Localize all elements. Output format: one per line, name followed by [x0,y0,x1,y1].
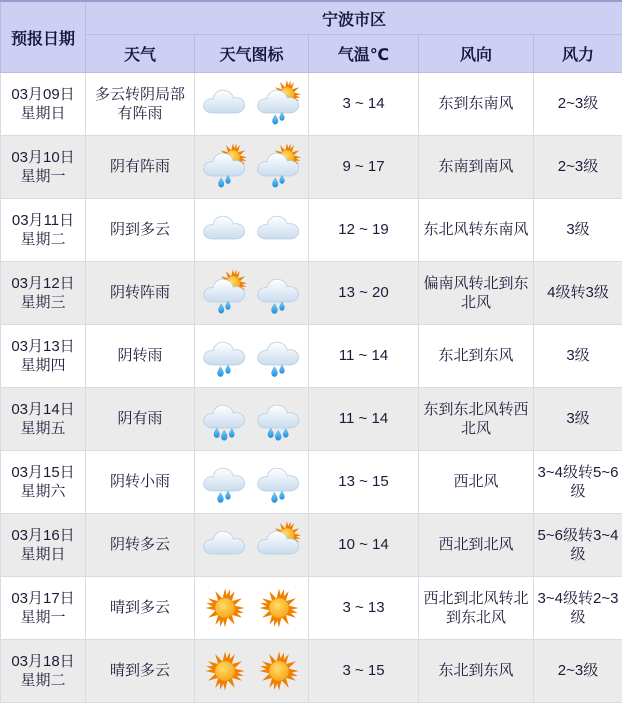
forecast-row [1,514,622,577]
temperature-text: 3 ~ 14 [342,95,384,112]
weather-icons-box [198,209,305,251]
date-text: 03月13日 [4,337,82,357]
wind-direction-text: 东到东南风 [438,95,513,112]
temperature-cell [309,73,419,136]
wind-force-cell [534,577,622,640]
column-header-date: 预报日期 [1,1,86,73]
cloud-icon [255,209,303,251]
temperature-text: 3 ~ 13 [342,599,384,616]
cloud-sun-rain-icon [255,146,303,188]
date-cell [1,136,86,199]
cloud-rain-icon [255,272,303,314]
wind-direction-text: 东北到东风 [438,662,513,679]
sun-icon [255,587,303,629]
column-header-wind-force: 风力 [534,35,622,73]
cloud-heavy-rain-icon [201,398,249,440]
sun-icon [201,650,249,692]
weather-text: 阴有阵雨 [110,158,170,175]
forecast-row [1,262,622,325]
weather-text: 晴到多云 [110,662,170,679]
weather-cell [86,514,195,577]
forecast-row [1,577,622,640]
weather-icons-cell [195,514,309,577]
cloud-icon [201,209,249,251]
weekday-text: 星期四 [4,356,82,376]
wind-force-cell [534,262,622,325]
weather-cell [86,73,195,136]
columns-header-row [1,35,622,73]
weather-cell [86,451,195,514]
column-header-temperature: 气温℃ [309,35,419,73]
weather-cell [86,136,195,199]
weather-icons-cell [195,388,309,451]
date-text: 03月18日 [4,652,82,672]
weather-cell [86,577,195,640]
weather-cell [86,388,195,451]
table-header [1,1,622,73]
weather-icons-box [198,272,305,314]
weather-icons-cell [195,640,309,703]
wind-direction-text: 东到东北风转西北风 [423,401,528,438]
wind-force-text: 2~3级 [558,95,598,112]
temperature-text: 11 ~ 14 [339,347,388,364]
wind-direction-text: 偏南风转北到东北风 [423,275,528,312]
date-text: 03月11日 [4,211,82,231]
wind-direction-text: 西北到北风 [438,536,513,553]
weekday-text: 星期二 [4,671,82,691]
temperature-text: 13 ~ 15 [338,473,388,490]
temperature-cell [309,136,419,199]
sun-icon [255,650,303,692]
cloud-sun-icon [255,524,303,566]
cloud-rain-icon [201,461,249,503]
temperature-cell [309,577,419,640]
wind-force-text: 3级 [566,347,589,364]
weather-icons-cell [195,199,309,262]
temperature-cell [309,262,419,325]
wind-force-text: 2~3级 [558,662,598,679]
forecast-row [1,451,622,514]
date-text: 03月12日 [4,274,82,294]
wind-direction-text: 西北到北风转北到东北风 [423,590,528,627]
wind-direction-cell [419,514,534,577]
weather-text: 阴转雨 [117,347,162,364]
cloud-rain-icon [255,461,303,503]
date-text: 03月10日 [4,148,82,168]
weather-icons-cell [195,577,309,640]
wind-direction-cell [419,262,534,325]
date-cell [1,199,86,262]
wind-direction-cell [419,451,534,514]
sun-icon [201,587,249,629]
wind-force-cell [534,199,622,262]
weather-icons-cell [195,136,309,199]
temperature-cell [309,514,419,577]
wind-direction-text: 西北风 [453,473,498,490]
weather-icons-cell [195,325,309,388]
weather-icons-box [198,650,305,692]
weather-text: 阴转小雨 [110,473,170,490]
wind-force-text: 3~4级转5~6级 [538,464,619,501]
weather-cell [86,640,195,703]
temperature-text: 11 ~ 14 [339,410,388,427]
date-cell [1,577,86,640]
wind-force-text: 5~6级转3~4级 [538,527,619,564]
temperature-text: 13 ~ 20 [338,284,388,301]
wind-force-cell [534,640,622,703]
wind-force-cell [534,451,622,514]
cloud-rain-icon [255,335,303,377]
weather-icons-cell [195,451,309,514]
weather-icons-box [198,461,305,503]
wind-direction-cell [419,640,534,703]
wind-force-cell [534,136,622,199]
cloud-heavy-rain-icon [255,398,303,440]
weather-text: 阴有雨 [117,410,162,427]
weekday-text: 星期日 [4,545,82,565]
temperature-cell [309,451,419,514]
weekday-text: 星期一 [4,167,82,187]
weekday-text: 星期二 [4,230,82,250]
wind-direction-text: 东北风转东南风 [423,221,528,238]
temperature-text: 10 ~ 14 [338,536,388,553]
weekday-text: 星期三 [4,293,82,313]
weather-icons-box [198,524,305,566]
forecast-table-body [1,73,622,703]
temperature-text: 3 ~ 15 [342,662,384,679]
temperature-cell [309,388,419,451]
column-header-wind-direction: 风向 [419,35,534,73]
forecast-row [1,136,622,199]
date-cell [1,388,86,451]
weather-icons-cell [195,262,309,325]
cloud-icon [201,524,249,566]
date-cell [1,451,86,514]
weather-cell [86,325,195,388]
region-header-row [1,1,622,35]
date-text: 03月16日 [4,526,82,546]
weather-icons-box [198,335,305,377]
cloud-rain-icon [201,335,249,377]
weekday-text: 星期五 [4,419,82,439]
cloud-icon [201,83,249,125]
wind-force-cell [534,73,622,136]
forecast-row [1,325,622,388]
weekday-text: 星期日 [4,104,82,124]
wind-direction-cell [419,136,534,199]
wind-direction-text: 东南到南风 [438,158,513,175]
date-cell [1,514,86,577]
cloud-sun-rain-icon [201,272,249,314]
column-header-weather-icon: 天气图标 [195,35,309,73]
date-cell [1,262,86,325]
wind-direction-cell [419,199,534,262]
weather-icons-box [198,146,305,188]
temperature-text: 12 ~ 19 [338,221,388,238]
weather-cell [86,199,195,262]
weekday-text: 星期一 [4,608,82,628]
weather-text: 阴转多云 [110,536,170,553]
forecast-row [1,73,622,136]
weekday-text: 星期六 [4,482,82,502]
weather-icons-cell [195,73,309,136]
wind-force-text: 3级 [566,221,589,238]
wind-direction-cell [419,73,534,136]
date-text: 03月09日 [4,85,82,105]
weather-text: 阴转阵雨 [110,284,170,301]
wind-direction-text: 东北到东风 [438,347,513,364]
column-header-weather: 天气 [86,35,195,73]
weather-icons-box [198,587,305,629]
weather-text: 阴到多云 [110,221,170,238]
wind-force-text: 4级转3级 [547,284,609,301]
weather-text: 多云转阴局部有阵雨 [95,86,185,123]
weather-cell [86,262,195,325]
date-cell [1,325,86,388]
weather-icons-box [198,83,305,125]
region-title: 宁波市区 [86,1,622,35]
cloud-sun-rain-icon [255,83,303,125]
wind-force-text: 3级 [566,410,589,427]
date-text: 03月15日 [4,463,82,483]
forecast-row [1,388,622,451]
wind-force-text: 2~3级 [558,158,598,175]
temperature-cell [309,640,419,703]
forecast-row [1,640,622,703]
date-text: 03月17日 [4,589,82,609]
date-cell [1,73,86,136]
forecast-row [1,199,622,262]
temperature-cell [309,199,419,262]
date-text: 03月14日 [4,400,82,420]
wind-direction-cell [419,325,534,388]
weather-icons-box [198,398,305,440]
wind-force-cell [534,325,622,388]
weather-text: 晴到多云 [110,599,170,616]
wind-force-cell [534,388,622,451]
wind-force-cell [534,514,622,577]
wind-direction-cell [419,577,534,640]
cloud-sun-rain-icon [201,146,249,188]
date-cell [1,640,86,703]
temperature-text: 9 ~ 17 [342,158,384,175]
temperature-cell [309,325,419,388]
wind-direction-cell [419,388,534,451]
wind-force-text: 3~4级转2~3级 [538,590,619,627]
